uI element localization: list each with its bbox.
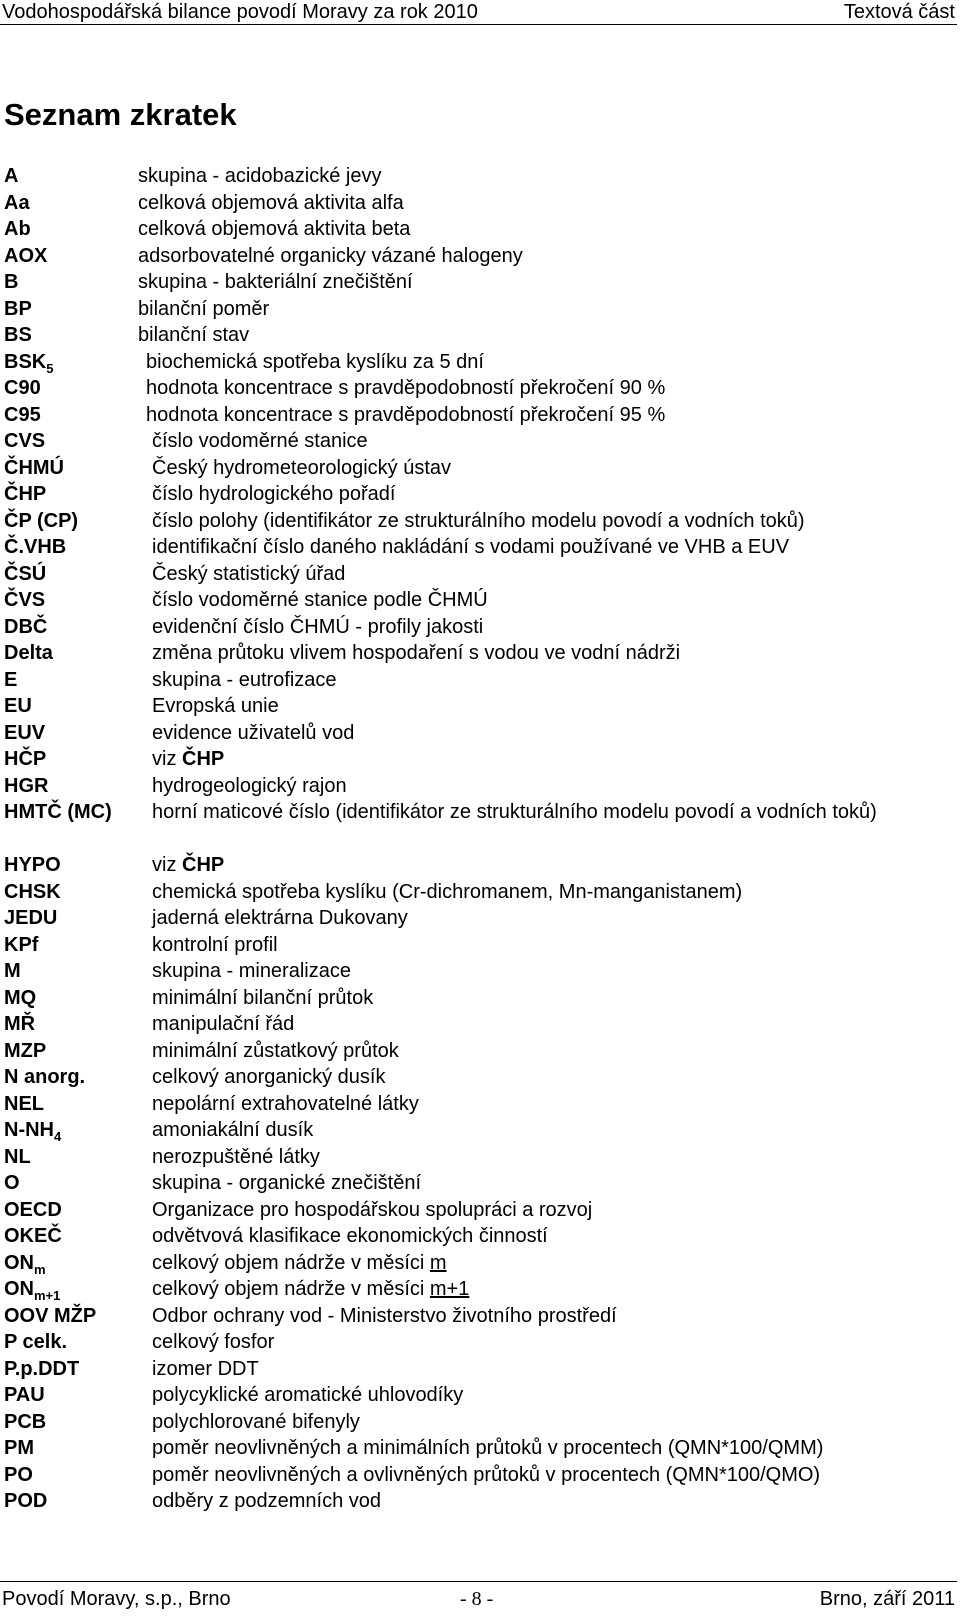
definition-text: celková objemová aktivita beta	[138, 218, 411, 240]
abbreviation-term-text: M	[4, 960, 21, 982]
abbreviation-term-text: A	[4, 165, 19, 187]
definition-text: minimální zůstatkový průtok	[152, 1039, 399, 1062]
abbreviation-term-text: BSK	[4, 350, 47, 373]
abbreviation-term	[4, 269, 18, 296]
abbreviation-term-text: CHSK	[4, 880, 61, 903]
abbreviation-definition	[138, 269, 955, 296]
abbreviation-definition	[152, 1409, 955, 1436]
abbreviation-definition	[152, 773, 955, 800]
abbreviation-subscript: m	[34, 1261, 46, 1277]
definition-text: odvětvová klasifikace ekonomických činností	[152, 1225, 548, 1247]
abbreviation-term-text: C95	[4, 403, 41, 426]
list-item	[0, 243, 960, 270]
page-footer	[0, 1581, 957, 1618]
abbreviation-definition	[152, 640, 955, 667]
abbreviation-definition	[138, 322, 955, 349]
abbreviation-term	[4, 773, 48, 800]
abbreviation-definition	[152, 1303, 955, 1330]
abbreviation-term-text: E	[4, 668, 18, 691]
list-item	[0, 534, 960, 561]
definition-text: evidence uživatelů vod	[152, 721, 355, 744]
definition-text: číslo polohy (identifikátor ze strukturálního modelu povodí a vodních toků)	[152, 509, 805, 532]
definition-text: evidenční číslo ČHMÚ - profily jakosti	[152, 615, 484, 638]
abbreviation-term-text: MQ	[4, 986, 37, 1009]
definition-text: poměr neovlivněných a minimálních průtoků v procentech (QMN*100/QMM)	[152, 1437, 824, 1459]
abbreviation-term	[4, 349, 53, 376]
list-item	[0, 508, 960, 535]
abbreviation-term-text: OKEČ	[4, 1225, 62, 1247]
abbreviation-term-text: P.p.DDT	[4, 1357, 80, 1380]
definition-text: amoniakální dusík	[152, 1119, 314, 1141]
abbreviation-term-text: HYPO	[4, 854, 61, 876]
abbreviation-term-text: C90	[4, 377, 41, 399]
abbreviation-term	[4, 1250, 46, 1277]
abbreviation-definition	[152, 1144, 955, 1171]
abbreviation-term	[4, 1276, 60, 1303]
definition-text: jaderná elektrárna Dukovany	[152, 907, 408, 929]
definition-text: skupina - bakteriální znečištění	[138, 271, 413, 293]
list-item	[0, 587, 960, 614]
abbreviation-term-text: EUV	[4, 721, 46, 744]
abbreviation-subscript: 4	[54, 1129, 62, 1144]
definition-text: horní maticové číslo (identifikátor ze strukturálního modelu povodí a vodních toků)	[152, 801, 877, 823]
abbreviation-term	[4, 216, 31, 243]
definition-variable: m	[429, 1251, 447, 1274]
abbreviation-term-text: NL	[4, 1145, 31, 1168]
abbreviation-definition	[152, 614, 955, 641]
list-item	[0, 1409, 960, 1436]
abbreviation-term	[4, 1197, 62, 1224]
header-section-name: Textová část	[843, 1, 955, 23]
abbreviation-definition	[152, 746, 955, 773]
abbreviation-term	[4, 852, 61, 879]
abbreviation-list	[0, 163, 960, 1515]
list-item	[0, 375, 960, 402]
abbreviation-term-text: DBČ	[4, 615, 48, 638]
list-item	[0, 985, 960, 1012]
definition-text: hodnota koncentrace s pravděpodobností překročení 90 %	[146, 377, 666, 399]
abbreviation-term	[4, 1117, 61, 1144]
abbreviation-term	[4, 1435, 34, 1462]
list-item	[0, 1223, 960, 1250]
abbreviation-definition	[152, 1197, 955, 1224]
abbreviation-term-text: HMTČ (MC)	[4, 801, 112, 823]
abbreviation-definition	[152, 1250, 955, 1277]
definition-text: změna průtoku vlivem hospodaření s vodou ve vodní nádrži	[152, 642, 681, 664]
list-item	[0, 852, 960, 879]
definition-text: Český hydrometeorologický ústav	[152, 456, 452, 479]
abbreviation-term-text: ČSÚ	[4, 562, 47, 585]
abbreviation-term-text: NEL	[4, 1092, 44, 1115]
definition-text: bilanční poměr	[138, 297, 270, 320]
page-header	[0, 0, 957, 25]
abbreviation-definition	[152, 1356, 955, 1383]
abbreviation-definition	[152, 561, 955, 588]
abbreviation-term	[4, 693, 32, 720]
abbreviation-definition	[152, 1462, 955, 1489]
definition-text: viz	[152, 748, 182, 770]
abbreviation-term	[4, 561, 46, 588]
abbreviation-definition	[152, 481, 955, 508]
abbreviation-term-text: CVS	[4, 430, 46, 452]
definition-text: skupina - organické znečištění	[152, 1172, 422, 1194]
list-item	[0, 190, 960, 217]
list-item	[0, 905, 960, 932]
abbreviation-term	[4, 720, 45, 747]
abbreviation-term	[4, 746, 46, 773]
list-item	[0, 1011, 960, 1038]
footer-organization: Povodí Moravy, s.p., Brno	[2, 1588, 231, 1610]
abbreviation-term-text: HGR	[4, 774, 49, 797]
definition-text: polychlorované bifenyly	[152, 1410, 360, 1433]
abbreviation-term	[4, 508, 78, 535]
abbreviation-term-text: ON	[4, 1251, 34, 1274]
abbreviation-definition	[152, 879, 955, 906]
definition-text: celkový objem nádrže v měsíci	[152, 1251, 430, 1274]
abbreviation-term	[4, 879, 61, 906]
list-item	[0, 216, 960, 243]
list-item	[0, 1064, 960, 1091]
abbreviation-definition	[138, 163, 955, 190]
abbreviation-definition	[138, 190, 955, 217]
definition-text: celkový objem nádrže v měsíci	[152, 1278, 430, 1300]
list-item	[0, 1276, 960, 1303]
abbreviation-definition	[152, 693, 955, 720]
definition-reference: ČHP	[182, 748, 225, 770]
definition-text: celková objemová aktivita alfa	[138, 191, 404, 214]
footer-date: Brno, září 2011	[819, 1588, 955, 1610]
abbreviation-term	[4, 402, 41, 429]
definition-text: Odbor ochrany vod - Ministerstvo životního prostředí	[152, 1304, 617, 1327]
abbreviation-term	[4, 614, 47, 641]
list-item	[0, 163, 960, 190]
list-item	[0, 1382, 960, 1409]
list-item	[0, 1144, 960, 1171]
list-item	[0, 720, 960, 747]
abbreviation-definition	[152, 1117, 955, 1144]
abbreviation-term-text: PO	[4, 1463, 33, 1486]
abbreviation-term	[4, 1144, 31, 1171]
abbreviation-definition	[138, 243, 955, 270]
abbreviation-definition	[152, 1038, 955, 1065]
abbreviation-definition	[152, 958, 955, 985]
abbreviation-term-text: EU	[4, 695, 32, 717]
abbreviation-term-text: ON	[4, 1278, 34, 1300]
list-item	[0, 1329, 960, 1356]
abbreviation-definition	[152, 1091, 955, 1118]
footer-page-number: - 8 -	[460, 1588, 494, 1610]
abbreviation-subscript: m+1	[34, 1288, 61, 1303]
abbreviation-term	[4, 428, 45, 455]
abbreviation-term	[4, 163, 18, 190]
definition-text: hodnota koncentrace s pravděpodobností překročení 95 %	[146, 403, 666, 426]
abbreviation-term-text: POD	[4, 1490, 48, 1512]
abbreviation-term	[4, 296, 32, 323]
definition-text: poměr neovlivněných a ovlivněných průtoků v procentech (QMN*100/QMO)	[152, 1463, 821, 1486]
abbreviation-term	[4, 1329, 67, 1356]
abbreviation-term	[4, 932, 38, 959]
abbreviation-term	[4, 905, 57, 932]
definition-text: číslo vodoměrné stanice podle ČHMÚ	[152, 589, 488, 611]
abbreviation-term-text: JEDU	[4, 907, 58, 929]
abbreviation-term-text: PM	[4, 1437, 34, 1459]
abbreviation-term	[4, 958, 21, 985]
definition-text: nerozpuštěné látky	[152, 1145, 320, 1168]
abbreviation-term	[4, 587, 45, 614]
abbreviation-term	[4, 985, 36, 1012]
header-document-title: Vodohospodářská bilance povodí Moravy za rok 2010	[2, 1, 478, 23]
abbreviation-definition	[152, 1170, 955, 1197]
definition-text: minimální bilanční průtok	[152, 986, 374, 1009]
abbreviation-subscript: 5	[46, 360, 54, 376]
definition-text: skupina - acidobazické jevy	[138, 165, 382, 187]
abbreviation-definition	[138, 216, 955, 243]
abbreviation-definition	[146, 402, 955, 429]
abbreviation-definition	[146, 349, 955, 376]
abbreviation-definition	[152, 799, 955, 826]
definition-text: chemická spotřeba kyslíku (Cr-dichromanem, Mn-manganistanem)	[152, 880, 743, 903]
abbreviation-term-text: Ab	[4, 218, 31, 240]
list-item	[0, 428, 960, 455]
list-item	[0, 958, 960, 985]
list-item	[0, 1356, 960, 1383]
abbreviation-term	[4, 243, 47, 270]
abbreviation-definition	[152, 1382, 955, 1409]
definition-text: nepolární extrahovatelné látky	[152, 1092, 419, 1115]
abbreviation-term	[4, 799, 112, 826]
definition-text: adsorbovatelné organicky vázané halogeny	[138, 244, 523, 267]
list-item	[0, 932, 960, 959]
list-item	[0, 561, 960, 588]
abbreviation-term	[4, 455, 64, 482]
abbreviation-term	[4, 534, 66, 561]
abbreviation-term	[4, 1303, 96, 1330]
abbreviation-term-text: N-NH	[4, 1119, 54, 1141]
list-item	[0, 879, 960, 906]
definition-text: Evropská unie	[152, 695, 279, 717]
abbreviation-term-text: BP	[4, 297, 32, 320]
abbreviation-term-text: ČHMÚ	[4, 456, 64, 479]
list-item	[0, 746, 960, 773]
definition-text: Organizace pro hospodářskou spolupráci a rozvoj	[152, 1198, 593, 1221]
abbreviation-term	[4, 1462, 33, 1489]
abbreviation-definition	[152, 985, 955, 1012]
abbreviation-term-text: B	[4, 271, 19, 293]
list-item	[0, 1170, 960, 1197]
definition-text: číslo vodoměrné stanice	[152, 430, 368, 452]
abbreviation-term-text: ČHP	[4, 483, 47, 505]
abbreviation-definition	[152, 1223, 955, 1250]
abbreviation-term-text: ČVS	[4, 589, 46, 611]
list-item	[0, 614, 960, 641]
definition-variable: m+1	[429, 1278, 470, 1300]
definition-text: kontrolní profil	[152, 933, 278, 956]
abbreviation-definition	[152, 720, 955, 747]
abbreviation-term-text: HČP	[4, 748, 47, 770]
list-item	[0, 693, 960, 720]
list-item	[0, 1197, 960, 1224]
abbreviation-term	[4, 1038, 46, 1065]
list-item	[0, 640, 960, 667]
definition-text: biochemická spotřeba kyslíku za 5 dní	[146, 350, 484, 373]
abbreviation-definition	[152, 508, 955, 535]
abbreviation-term	[4, 1356, 79, 1383]
list-item	[0, 773, 960, 800]
abbreviation-definition	[146, 375, 955, 402]
abbreviation-term-text: Aa	[4, 191, 30, 214]
abbreviation-definition	[152, 1435, 955, 1462]
abbreviation-term-text: KPf	[4, 933, 39, 956]
definition-text: izomer DDT	[152, 1357, 259, 1380]
list-item	[0, 455, 960, 482]
abbreviation-term-text: Delta	[4, 642, 53, 664]
abbreviation-definition	[152, 932, 955, 959]
abbreviation-term	[4, 481, 46, 508]
definition-text: číslo hydrologického pořadí	[152, 483, 396, 505]
definition-reference: ČHP	[182, 854, 225, 876]
list-item	[0, 1091, 960, 1118]
abbreviation-term	[4, 667, 17, 694]
abbreviation-term-text: MŘ	[4, 1013, 36, 1035]
abbreviation-term-text: P celk.	[4, 1331, 68, 1353]
abbreviation-term	[4, 1064, 85, 1091]
abbreviation-definition	[152, 1329, 955, 1356]
definition-text: odběry z podzemních vod	[152, 1490, 382, 1512]
abbreviation-term-text: Č.VHB	[4, 536, 67, 558]
list-item	[0, 349, 960, 376]
definition-text: identifikační číslo daného nakládání s vodami používané ve VHB a EUV	[152, 536, 790, 558]
abbreviation-definition	[152, 1064, 955, 1091]
abbreviation-term-text: ČP (CP)	[4, 509, 79, 532]
abbreviation-definition	[152, 1488, 955, 1515]
list-item	[0, 1117, 960, 1144]
abbreviation-definition	[152, 587, 955, 614]
list-item	[0, 402, 960, 429]
abbreviation-term-text: BS	[4, 324, 32, 346]
abbreviation-term	[4, 1170, 20, 1197]
list-item	[0, 322, 960, 349]
abbreviation-definition	[152, 905, 955, 932]
definition-text: celkový anorganický dusík	[152, 1066, 386, 1088]
list-item	[0, 1250, 960, 1277]
abbreviation-definition	[152, 667, 955, 694]
definition-text: manipulační řád	[152, 1013, 295, 1035]
abbreviation-term	[4, 1223, 62, 1250]
abbreviation-definition	[152, 455, 955, 482]
list-item	[0, 269, 960, 296]
abbreviation-term-text: PAU	[4, 1384, 45, 1406]
list-item	[0, 481, 960, 508]
list-item	[0, 1462, 960, 1489]
abbreviation-term	[4, 1382, 45, 1409]
abbreviation-term	[4, 1488, 47, 1515]
abbreviation-definition	[152, 1276, 955, 1303]
definition-text: viz	[152, 854, 182, 876]
definition-text: skupina - mineralizace	[152, 960, 351, 982]
abbreviation-definition	[152, 428, 955, 455]
page-title: Seznam zkratek	[4, 97, 237, 132]
abbreviation-term	[4, 1409, 46, 1436]
abbreviation-term	[4, 190, 30, 217]
definition-text: polycyklické aromatické uhlovodíky	[152, 1384, 464, 1406]
list-item	[0, 799, 960, 852]
definition-text: skupina - eutrofizace	[152, 668, 337, 691]
abbreviation-term-text: OECD	[4, 1198, 62, 1221]
abbreviation-term-text: PCB	[4, 1410, 47, 1433]
abbreviation-term	[4, 322, 32, 349]
definition-text: celkový fosfor	[152, 1331, 275, 1353]
abbreviation-term-text: MZP	[4, 1039, 47, 1062]
list-item	[0, 296, 960, 323]
list-item	[0, 1038, 960, 1065]
definition-text: bilanční stav	[138, 324, 250, 346]
abbreviation-term	[4, 640, 53, 667]
abbreviation-term-text: OOV MŽP	[4, 1304, 97, 1327]
list-item	[0, 667, 960, 694]
definition-text: hydrogeologický rajon	[152, 774, 347, 797]
list-item	[0, 1303, 960, 1330]
abbreviation-term-text: AOX	[4, 244, 48, 267]
definition-text: Český statistický úřad	[152, 562, 346, 585]
abbreviation-definition	[152, 1011, 955, 1038]
abbreviation-term-text: N anorg.	[4, 1066, 86, 1088]
abbreviation-term	[4, 375, 41, 402]
list-item	[0, 1435, 960, 1462]
list-item	[0, 1488, 960, 1515]
abbreviation-definition	[152, 852, 955, 879]
abbreviation-definition	[152, 534, 955, 561]
abbreviation-definition	[138, 296, 955, 323]
abbreviation-term	[4, 1091, 44, 1118]
abbreviation-term	[4, 1011, 35, 1038]
abbreviation-term-text: O	[4, 1172, 20, 1194]
